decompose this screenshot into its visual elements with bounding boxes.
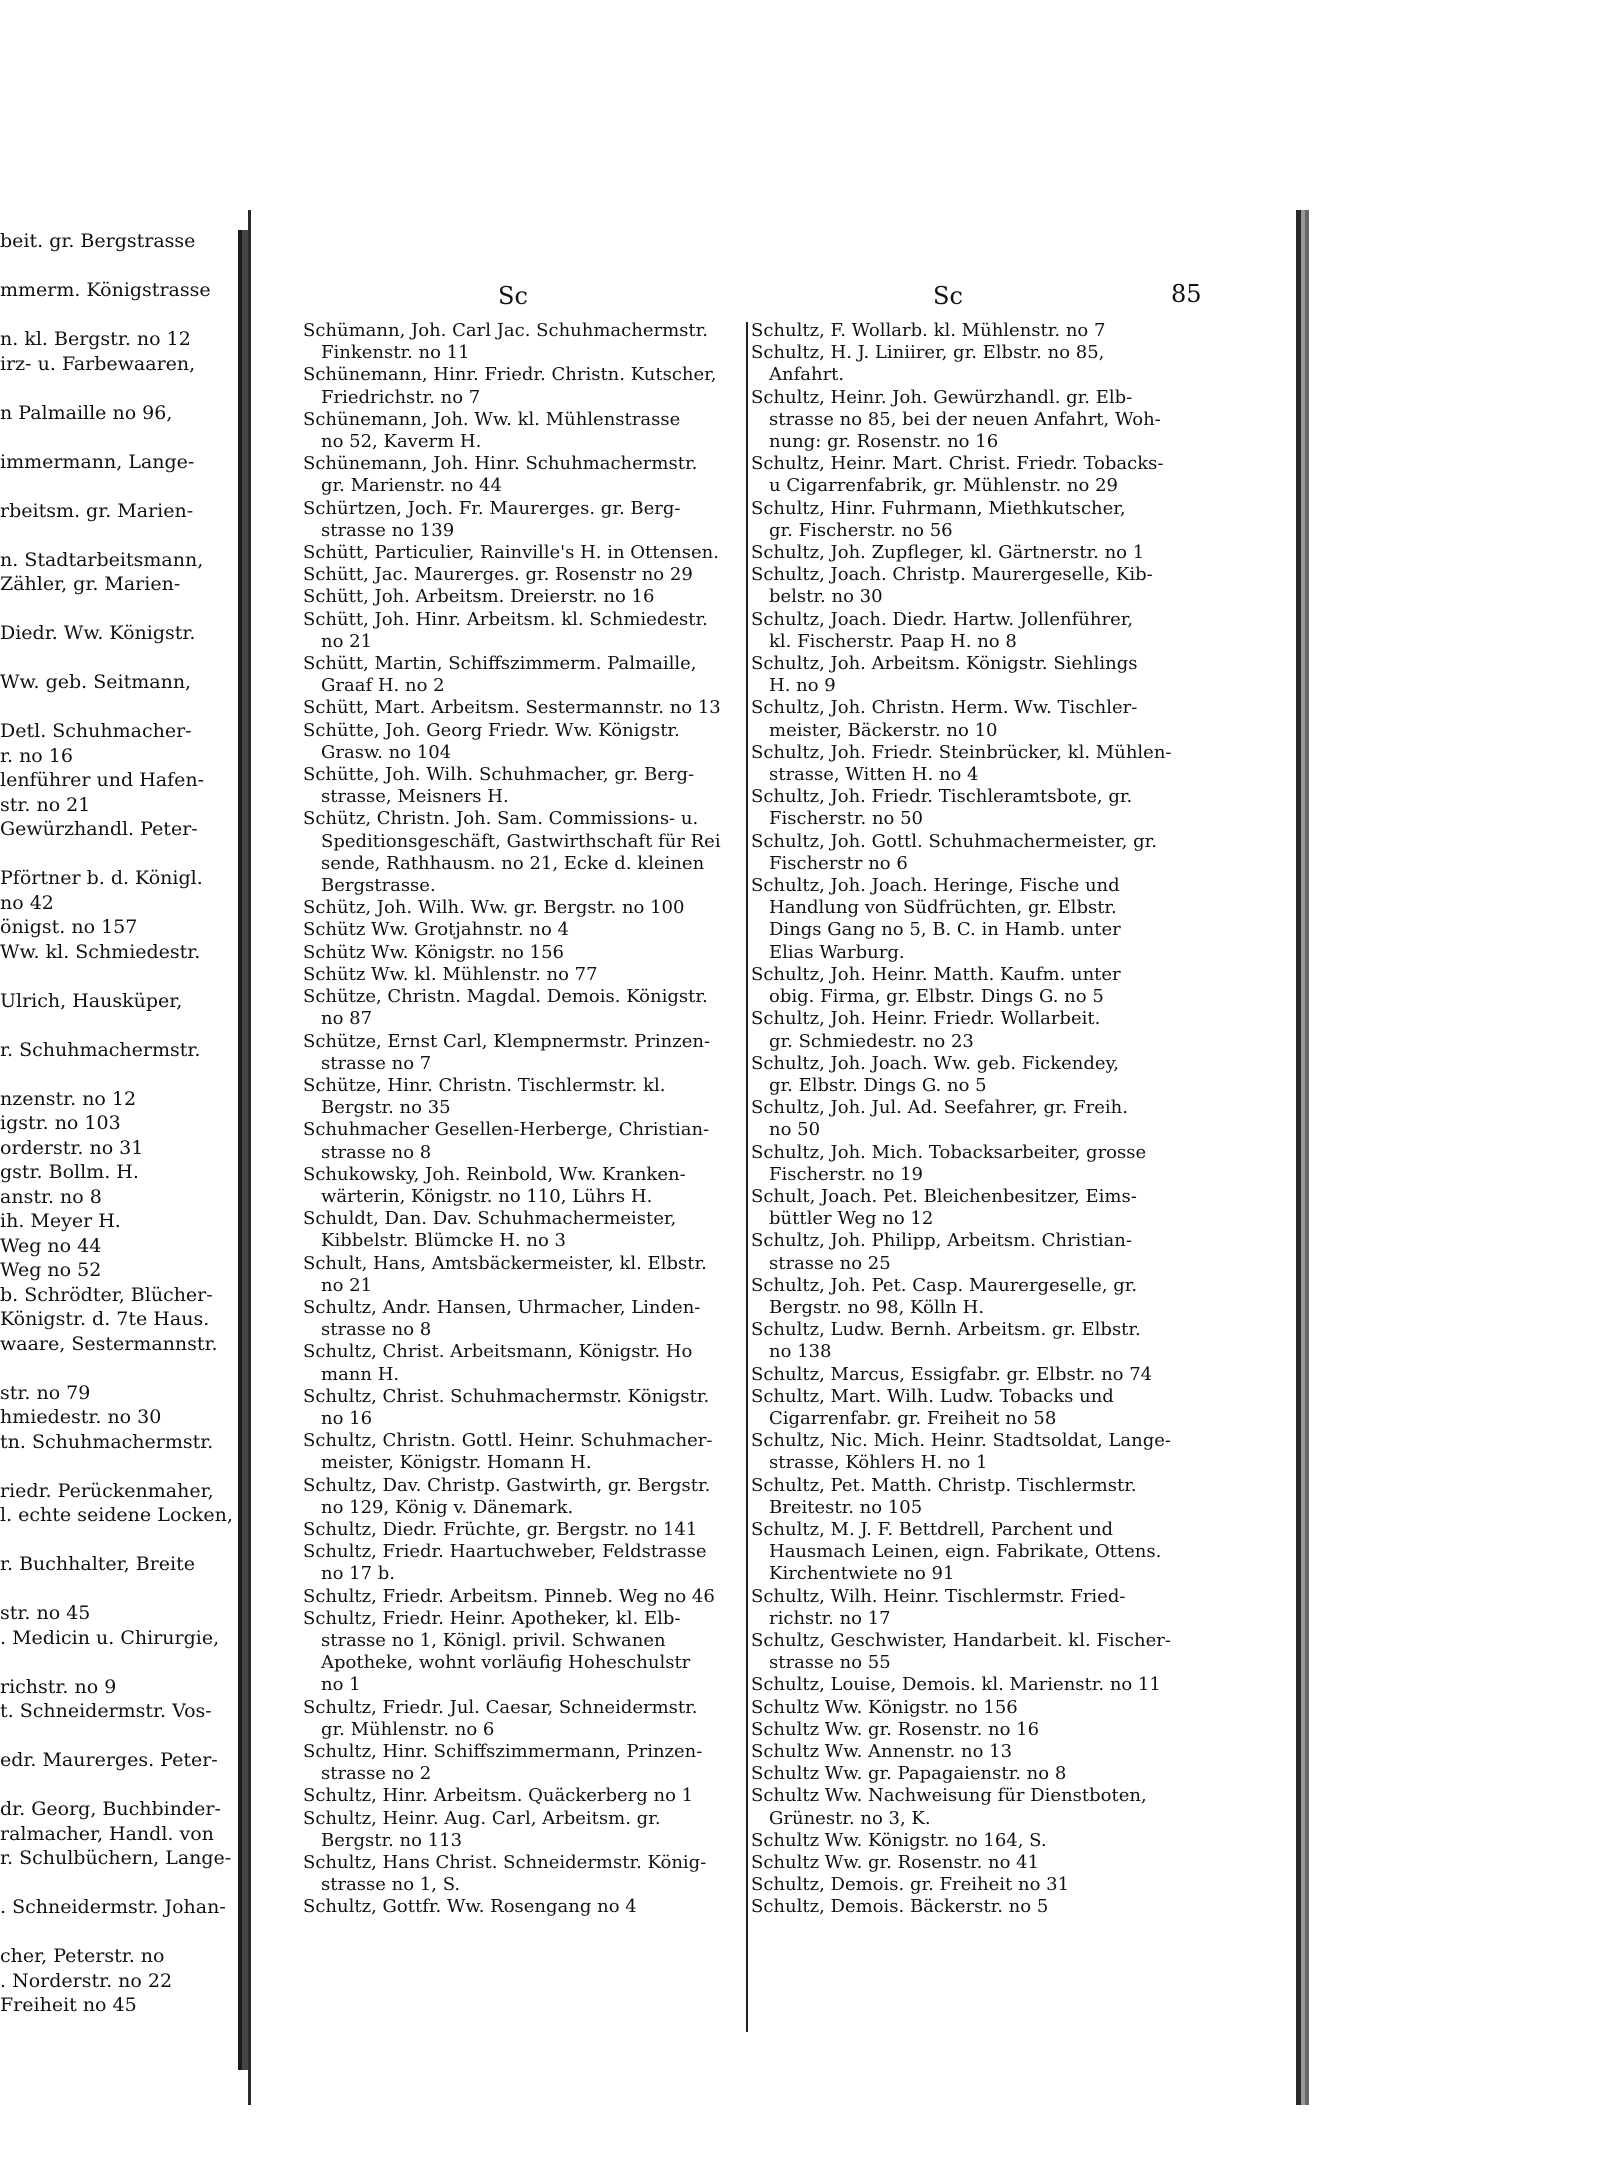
entry-continuation-line: Kirchentwiete no 91 [769,1563,955,1585]
directory-entry [751,1386,1271,1430]
directory-entry [303,986,793,1030]
entry-name-line: Schultz, Joach. Diedr. Hartw. Jollenführer, [751,608,1134,630]
left-page-line: t. Schneidermstr. Vos- [0,1700,212,1722]
entry-continuation-line: Grünestr. no 3, K. [769,1807,931,1829]
directory-entry [303,1852,793,1896]
directory-entry [303,1741,793,1785]
entry-name-line: Schultz, Geschwister, Handarbeit. kl. Fischer- [751,1629,1171,1651]
entry-name-line: Schultz, Hinr. Arbeitsm. Quäckerberg no 1 [303,1785,694,1807]
left-page-line: anstr. no 8 [0,1185,102,1208]
entry-name-line: Schult, Joach. Pet. Bleichenbesitzer, Eims- [751,1185,1137,1207]
left-page-line: orderstr. no 31 [0,1136,144,1159]
directory-entry [751,542,1271,564]
directory-entry [303,1586,793,1608]
directory-entry [303,1608,793,1697]
directory-entry [751,1852,1271,1874]
entry-continuation-line: meister, Königstr. Homann H. [321,1452,592,1474]
directory-entry [303,1697,793,1741]
entry-continuation-line: Handlung von Südfrüchten, gr. Elbstr. [769,897,1117,919]
left-page-line: igstr. no 103 [0,1112,121,1134]
left-page-line: immermann, Lange- [0,450,195,473]
entry-name-line: Schütt, Joh. Arbeitsm. Dreierstr. no 16 [303,586,655,608]
entry-name-line: Schultz, Joh. Philipp, Arbeitsm. Christian- [751,1230,1132,1252]
entry-continuation-line: Kibbelstr. Blümcke H. no 3 [321,1230,566,1252]
entry-continuation-line: obig. Firma, gr. Elbstr. Dings G. no 5 [769,986,1104,1008]
directory-entry [751,1586,1271,1630]
directory-entry [303,1475,793,1519]
entry-name-line: Schultz, Demois. gr. Freiheit no 31 [751,1874,1070,1896]
left-page-line: edr. Maurerges. Peter- [0,1749,218,1771]
entry-name-line: Schultz, Joach. Christp. Maurergeselle, Kib- [751,564,1153,586]
directory-entry [751,1896,1271,1918]
entry-name-line: Schultz, Christ. Schuhmachermstr. Königstr. [303,1385,710,1407]
entry-continuation-line: gr. Fischerstr. no 56 [769,519,953,541]
left-page-line: cher, Peterstr. no [0,1945,165,1967]
entry-name-line: Schütt, Jac. Maurerges. gr. Rosenstr no 29 [303,564,693,586]
entry-name-line: Schultz, Pet. Matth. Christp. Tischlermstr. [751,1474,1137,1496]
entry-name-line: Schümann, Joh. Carl Jac. Schuhmachermstr. [303,320,708,341]
entry-name-line: Schultz Ww. Nachweisung für Dienstboten, [751,1785,1147,1807]
entry-continuation-line: no 21 [321,630,373,652]
entry-continuation-line: strasse, Witten H. no 4 [769,764,979,786]
directory-entry [303,320,793,364]
left-page-line: Ww. geb. Seitmann, [0,671,192,693]
entry-continuation-line: no 16 [321,1407,373,1429]
directory-entry [303,586,793,608]
entry-name-line: Schultz, M. J. F. Bettdrell, Parchent und [751,1518,1114,1540]
directory-entry [751,1319,1271,1363]
left-page-line: n. Stadtarbeitsmann, [0,548,204,571]
directory-entry [303,409,793,453]
directory-entry [303,1164,793,1208]
entry-continuation-line: Finkenstr. no 11 [321,342,470,364]
entry-name-line: Schultz, Heinr. Mart. Christ. Friedr. Tobacks- [751,453,1164,475]
entry-continuation-line: Hausmach Leinen, eign. Fabrikate, Ottens. [769,1541,1162,1563]
entry-continuation-line: strasse no 55 [769,1652,891,1674]
entry-name-line: Schultz, Christ. Arbeitsmann, Königstr. Ho [303,1341,693,1363]
page-number: 85 [1171,280,1202,308]
entry-name-line: Schultz, Joh. Gottl. Schuhmachermeister, gr. [751,830,1157,852]
entry-continuation-line: kl. Fischerstr. Paap H. no 8 [769,630,1017,652]
left-page-line: tn. Schuhmachermstr. [0,1430,214,1453]
directory-entry [303,1297,793,1341]
entry-name-line: Schütze, Hinr. Christn. Tischlermstr. kl. [303,1074,666,1096]
directory-entry [751,1430,1271,1474]
left-page-line: Gewürzhandl. Peter- [0,818,198,840]
entry-continuation-line: no 52, Kaverm H. [321,431,482,453]
left-page-line: n Palmaille no 96, [0,401,173,424]
entry-continuation-line: büttler Weg no 12 [769,1208,934,1230]
entry-continuation-line: no 138 [769,1341,832,1363]
entry-name-line: Schultz, Friedr. Haartuchweber, Feldstrasse [303,1541,707,1563]
directory-entry [303,453,793,497]
directory-entry [751,1697,1271,1719]
entry-continuation-line: gr. Marienstr. no 44 [321,475,502,497]
entry-name-line: Schultz Ww. Königstr. no 156 [751,1696,1018,1718]
entry-continuation-line: Speditionsgeschäft, Gastwirthschaft für Rei [321,830,721,852]
directory-entry [303,697,793,719]
entry-name-line: Schultz, Joh. Arbeitsm. Königstr. Siehlings [751,653,1138,675]
entry-name-line: Schultz, Mart. Wilh. Ludw. Tobacks und [751,1385,1114,1407]
entry-continuation-line: strasse no 1, Königl. privil. Schwanen [321,1629,666,1651]
directory-entry [751,653,1271,697]
entry-name-line: Schultz Ww. gr. Rosenstr. no 16 [751,1718,1040,1740]
entry-name-line: Schultz, Friedr. Heinr. Apotheker, kl. Elb- [303,1607,681,1629]
entry-name-line: Schütz, Joh. Wilh. Ww. gr. Bergstr. no 100 [303,897,685,919]
directory-entry [751,453,1271,497]
directory-entry [303,1808,793,1852]
left-page-line: irz- u. Farbewaaren, [0,352,196,375]
directory-entry [751,1475,1271,1519]
directory-entry [751,742,1271,786]
entry-name-line: Schultz, Nic. Mich. Heinr. Stadtsoldat, Lange- [751,1430,1171,1452]
left-page-fragment [0,230,242,2070]
entry-name-line: Schütt, Particulier, Rainville's H. in Ottensen. [303,542,719,564]
directory-entry [751,1785,1271,1829]
entry-name-line: Schukowsky, Joh. Reinbold, Ww. Kranken- [303,1163,686,1185]
entry-name-line: Schütt, Mart. Arbeitsm. Sestermannstr. no 13 [303,697,721,719]
directory-entry [751,1519,1271,1586]
directory-entry [751,564,1271,608]
left-page-line: no 42 [0,891,54,914]
entry-name-line: Schütz Ww. kl. Mühlenstr. no 77 [303,963,598,985]
entry-continuation-line: u Cigarrenfabrik, gr. Mühlenstr. no 29 [769,475,1118,497]
entry-continuation-line: Fischerstr. no 19 [769,1163,924,1185]
entry-continuation-line: no 17 b. [321,1563,396,1585]
entry-name-line: Schultz, Joh. Joach. Ww. geb. Fickendey, [751,1052,1120,1074]
directory-entry [303,1430,793,1474]
entry-name-line: Schultz, Joh. Friedr. Steinbrücker, kl. Mühlen- [751,741,1172,763]
entry-continuation-line: no 1 [321,1674,361,1696]
entry-continuation-line: no 50 [769,1119,821,1141]
entry-continuation-line: H. no 9 [769,675,836,697]
entry-name-line: Schütt, Joh. Hinr. Arbeitsm. kl. Schmiedestr. [303,608,708,630]
directory-entry [751,786,1271,830]
entry-name-line: Schultz, Joh. Pet. Casp. Maurergeselle, gr. [751,1274,1138,1296]
directory-entry [751,498,1271,542]
column-divider [746,322,748,2032]
left-page-line: beit. gr. Bergstrasse [0,230,196,252]
left-page-line: nzenstr. no 12 [0,1087,137,1110]
directory-entry [303,1119,793,1163]
directory-entry [751,697,1271,741]
entry-continuation-line: strasse, Köhlers H. no 1 [769,1452,988,1474]
entry-name-line: Schuhmacher Gesellen-Herberge, Christian- [303,1119,710,1141]
directory-entry [303,1785,793,1807]
directory-entry [751,1364,1271,1386]
entry-continuation-line: Friedrichstr. no 7 [321,386,481,408]
entry-name-line: Schultz, Louise, Demois. kl. Marienstr. no 11 [751,1674,1161,1696]
entry-name-line: Schultz, Ludw. Bernh. Arbeitsm. gr. Elbstr. [751,1319,1141,1341]
entry-continuation-line: Breitestr. no 105 [769,1496,923,1518]
entry-name-line: Schultz, F. Wollarb. kl. Mühlenstr. no 7 [751,320,1106,341]
entry-continuation-line: gr. Elbstr. Dings G. no 5 [769,1074,987,1096]
directory-entry [751,1142,1271,1186]
left-page-line: r. no 16 [0,744,73,767]
directory-entry [303,498,793,542]
entry-continuation-line: no 87 [321,1008,373,1030]
left-page-line: b. Schrödter, Blücher- [0,1283,213,1306]
left-page-line: Königstr. d. 7te Haus. [0,1308,210,1330]
entry-continuation-line: gr. Schmiedestr. no 23 [769,1030,974,1052]
entry-name-line: Schütz Ww. Grotjahnstr. no 4 [303,919,569,941]
entry-name-line: Schultz, Hans Christ. Schneidermstr. König- [303,1852,707,1874]
directory-entry [303,1519,793,1541]
entry-name-line: Schultz, Joh. Heinr. Friedr. Wollarbeit. [751,1008,1101,1030]
entry-continuation-line: meister, Bäckerstr. no 10 [769,719,998,741]
entry-continuation-line: strasse no 7 [321,1052,432,1074]
entry-name-line: Schünemann, Joh. Ww. kl. Mühlenstrasse [303,408,681,430]
entry-name-line: Schultz, Hinr. Fuhrmann, Miethkutscher, [751,497,1126,519]
left-page-line: önigst. no 157 [0,916,138,938]
left-page-line: r. Schuhmachermstr. [0,1038,201,1061]
entry-continuation-line: Cigarrenfabr. gr. Freiheit no 58 [769,1407,1057,1429]
entry-continuation-line: sende, Rathhausm. no 21, Ecke d. kleinen [321,852,705,874]
left-page-line: l. echte seidene Locken, [0,1504,233,1526]
directory-entry [303,364,793,408]
directory-entry [751,1741,1271,1763]
left-page-line: dr. Georg, Buchbinder- [0,1798,221,1820]
entry-name-line: Schultz, Hinr. Schiffszimmermann, Prinzen- [303,1741,703,1762]
directory-entry [751,1275,1271,1319]
left-page-line: Zähler, gr. Marien- [0,573,181,595]
entry-continuation-line: Bergstr. no 35 [321,1097,451,1119]
left-page-line: Freiheit no 45 [0,1994,137,2016]
directory-entry [751,1097,1271,1141]
directory-entry [751,1763,1271,1785]
entry-name-line: Schultz, Diedr. Früchte, gr. Bergstr. no 141 [303,1518,698,1540]
directory-entry [303,1896,793,1918]
left-page-line: str. no 21 [0,793,91,816]
entry-continuation-line: gr. Mühlenstr. no 6 [321,1718,495,1740]
entry-name-line: Schultz Ww. gr. Rosenstr. no 41 [751,1852,1040,1874]
directory-entry [303,808,793,897]
entry-name-line: Schultz Ww. Annenstr. no 13 [751,1741,1013,1762]
directory-entry [303,1075,793,1119]
directory-entry [303,1341,793,1385]
entry-continuation-line: no 129, König v. Dänemark. [321,1496,574,1518]
directory-entry [303,542,793,564]
directory-entry [751,1719,1271,1741]
entry-continuation-line: strasse no 8 [321,1141,432,1163]
left-page-line: Detl. Schuhmacher- [0,720,192,742]
directory-entry [751,1830,1271,1852]
column-right [751,320,1271,2040]
left-page-line: . Medicin u. Chirurgie, [0,1626,220,1649]
entry-name-line: Schütz Ww. Königstr. no 156 [303,941,564,963]
entry-continuation-line: nung: gr. Rosenstr. no 16 [769,431,999,453]
entry-name-line: Schultz, Heinr. Aug. Carl, Arbeitsm. gr. [303,1807,661,1829]
left-page-line: Diedr. Ww. Königstr. [0,622,196,644]
left-page-line: ralmacher, Handl. von [0,1822,214,1845]
directory-entry [303,609,793,653]
entry-continuation-line: mann H. [321,1363,400,1385]
entry-continuation-line: Anfahrt. [769,364,845,386]
entry-name-line: Schultz, Wilh. Heinr. Tischlermstr. Fried- [751,1585,1126,1607]
directory-page [248,210,1301,2105]
entry-continuation-line: Bergstr. no 113 [321,1829,463,1851]
directory-entry [751,1186,1271,1230]
entry-name-line: Schultz, H. J. Liniirer, gr. Elbstr. no 85, [751,342,1105,364]
left-page-line: . Norderstr. no 22 [0,1969,173,1992]
entry-name-line: Schult, Hans, Amtsbäckermeister, kl. Elbstr. [303,1252,707,1274]
entry-name-line: Schünemann, Hinr. Friedr. Christn. Kutscher, [303,364,717,386]
entry-continuation-line: Bergstr. no 98, Kölln H. [769,1296,985,1318]
entry-continuation-line: strasse no 8 [321,1319,432,1341]
entry-continuation-line: Grasw. no 104 [321,741,452,763]
directory-entry [751,831,1271,875]
directory-entry [303,1386,793,1430]
directory-entry [303,1253,793,1297]
entry-name-line: Schultz, Joh. Friedr. Tischleramtsbote, gr. [751,786,1133,808]
directory-entry [303,1541,793,1585]
left-page-line: str. no 45 [0,1602,91,1624]
entry-name-line: Schultz, Joh. Heinr. Matth. Kaufm. unter [751,963,1121,985]
entry-name-line: Schütte, Joh. Wilh. Schuhmacher, gr. Berg- [303,764,695,786]
directory-entry [751,1674,1271,1696]
left-page-line: str. no 79 [0,1381,91,1404]
entry-name-line: Schultz, Demois. Bäckerstr. no 5 [751,1896,1049,1918]
entry-name-line: Schultz, Dav. Christp. Gastwirth, gr. Bergstr. [303,1474,711,1496]
directory-entry [303,1031,793,1075]
left-page-line: n. kl. Bergstr. no 12 [0,328,191,350]
left-page-line: riedr. Perückenmaher, [0,1479,214,1502]
directory-entry [303,942,793,964]
directory-entry [751,609,1271,653]
entry-continuation-line: Apotheke, wohnt vorläufig Hoheschulstr [321,1652,691,1674]
left-page-line: lenführer und Hafen- [0,769,205,791]
column-left [303,320,793,2040]
entry-name-line: Schütte, Joh. Georg Friedr. Ww. Königstr. [303,719,680,741]
left-page-line: Pförtner b. d. Königl. [0,867,203,889]
entry-continuation-line: wärterin, Königstr. no 110, Lührs H. [321,1185,653,1207]
left-page-line: mmerm. Königstrasse [0,279,211,301]
entry-name-line: Schultz, Marcus, Essigfabr. gr. Elbstr. no 74 [751,1363,1153,1385]
entry-name-line: Schütz, Christn. Joh. Sam. Commissions- u. [303,808,699,830]
directory-entry [751,387,1271,454]
left-page-line: gstr. Bollm. H. [0,1161,139,1183]
directory-entry [751,1008,1271,1052]
entry-continuation-line: Dings Gang no 5, B. C. in Hamb. unter [769,919,1121,941]
entry-name-line: Schultz, Friedr. Jul. Caesar, Schneidermstr. [303,1696,698,1718]
entry-continuation-line: Bergstrasse. [321,875,436,897]
entry-name-line: Schünemann, Joh. Hinr. Schuhmachermstr. [303,453,698,475]
running-head-right: Sc [933,282,963,310]
entry-continuation-line: strasse, Meisners H. [321,786,509,808]
directory-entry [303,897,793,919]
running-head-left: Sc [498,282,528,310]
left-page-line: rbeitsm. gr. Marien- [0,499,194,522]
entry-name-line: Schultz, Joh. Zupfleger, kl. Gärtnerstr. no 1 [751,542,1145,564]
left-page-line: r. Buchhalter, Breite [0,1553,195,1575]
entry-name-line: Schütze, Ernst Carl, Klempnermstr. Prinzen- [303,1030,711,1052]
entry-continuation-line: richstr. no 17 [769,1607,891,1629]
entry-name-line: Schultz, Joh. Jul. Ad. Seefahrer, gr. Freih. [751,1097,1128,1119]
entry-continuation-line: strasse no 1, S. [321,1874,461,1896]
directory-entry [303,964,793,986]
directory-entry [303,653,793,697]
entry-continuation-line: strasse no 85, bei der neuen Anfahrt, Woh- [769,408,1161,430]
entry-continuation-line: belstr. no 30 [769,586,883,608]
entry-name-line: Schultz, Joh. Mich. Tobacksarbeiter, grosse [751,1141,1147,1163]
directory-entry [751,964,1271,1008]
directory-entry [303,564,793,586]
entry-continuation-line: Fischerstr. no 50 [769,808,924,830]
left-page-line: hmiedestr. no 30 [0,1406,162,1428]
entry-continuation-line: strasse no 25 [769,1252,891,1274]
left-page-line: richstr. no 9 [0,1675,117,1698]
entry-name-line: Schultz, Christn. Gottl. Heinr. Schuhmacher- [303,1430,713,1452]
entry-name-line: Schürtzen, Joch. Fr. Maurerges. gr. Berg- [303,497,681,519]
entry-name-line: Schultz, Andr. Hansen, Uhrmacher, Linden- [303,1296,701,1318]
directory-entry [751,1230,1271,1274]
left-page-line: Weg no 52 [0,1259,102,1281]
entry-name-line: Schultz, Gottfr. Ww. Rosengang no 4 [303,1896,637,1918]
entry-continuation-line: Elias Warburg. [769,941,905,963]
left-page-line: waare, Sestermannstr. [0,1332,218,1355]
entry-continuation-line: strasse no 139 [321,519,455,541]
entry-name-line: Schultz, Heinr. Joh. Gewürzhandl. gr. Elb- [751,386,1133,408]
directory-entry [303,919,793,941]
entry-name-line: Schultz Ww. Königstr. no 164, S. [751,1829,1047,1851]
directory-entry [303,1208,793,1252]
entry-name-line: Schultz, Joh. Joach. Heringe, Fische und [751,875,1120,897]
entry-continuation-line: strasse no 2 [321,1763,432,1785]
directory-entry [303,764,793,808]
entry-continuation-line: Graaf H. no 2 [321,675,445,697]
left-page-line: ih. Meyer H. [0,1210,121,1232]
directory-entry [751,1053,1271,1097]
entry-name-line: Schultz, Joh. Christn. Herm. Ww. Tischler- [751,697,1138,719]
entry-continuation-line: Fischerstr no 6 [769,852,908,874]
left-page-line: . Schneidermstr. Johan- [0,1896,226,1918]
directory-entry [751,875,1271,964]
entry-name-line: Schütt, Martin, Schiffszimmerm. Palmaille, [303,653,697,675]
entry-name-line: Schuldt, Dan. Dav. Schuhmachermeister, [303,1208,677,1230]
left-page-line: Ww. kl. Schmiedestr. [0,940,201,963]
left-page-line: Ulrich, Hausküper, [0,989,183,1012]
entry-name-line: Schultz, Friedr. Arbeitsm. Pinneb. Weg no 46 [303,1585,715,1607]
entry-name-line: Schultz Ww. gr. Papagaienstr. no 8 [751,1763,1067,1785]
entry-continuation-line: no 21 [321,1274,373,1296]
directory-entry [751,1630,1271,1674]
directory-entry [751,320,1271,342]
left-page-line: Weg no 44 [0,1234,102,1257]
directory-entry [303,720,793,764]
left-page-line: r. Schulbüchern, Lange- [0,1847,232,1869]
directory-entry [751,342,1271,386]
directory-entry [751,1874,1271,1896]
entry-name-line: Schütze, Christn. Magdal. Demois. Königstr. [303,986,708,1008]
